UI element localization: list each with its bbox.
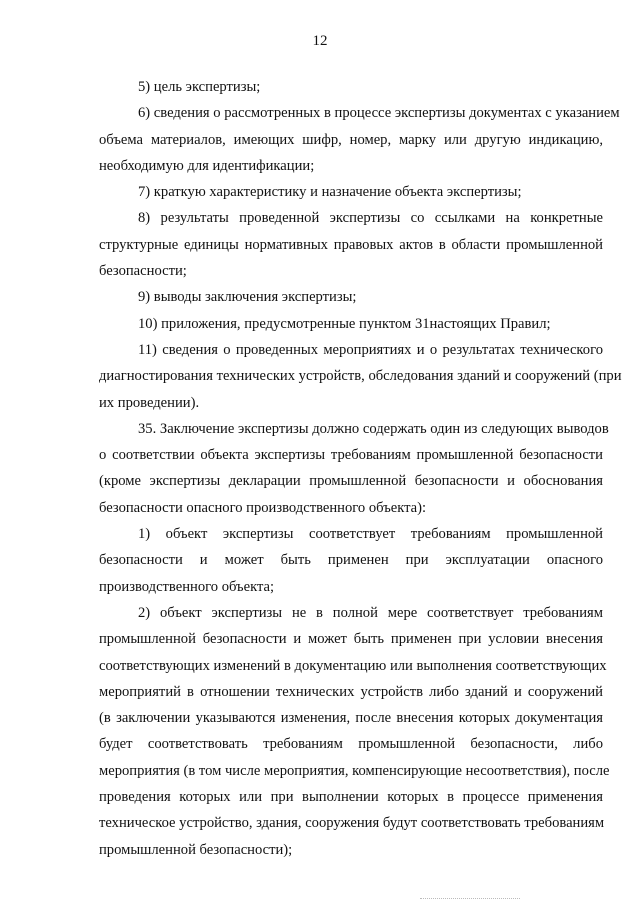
text-line: промышленной безопасности и может быть применен при условии внесения — [99, 631, 603, 648]
clause-35 — [60, 416, 609, 521]
list-item-7 — [60, 179, 603, 205]
text-line: техническое устройство, здания, сооружения будут соответствовать требованиям — [99, 815, 605, 832]
list-item-6 — [60, 100, 620, 179]
list-item-9 — [60, 284, 603, 310]
text-line: 7) краткую характеристику и назначение объекта экспертизы; — [138, 184, 522, 201]
text-line: их проведении). — [99, 394, 200, 411]
text-line: проведения которых или при выполнении которых в процессе применения — [99, 789, 603, 806]
text-line: безопасности опасного производственного объекта): — [99, 499, 427, 516]
text-line: (кроме экспертизы декларации промышленной безопасности и обоснования — [99, 473, 603, 490]
text-line: о соответствии объекта экспертизы требованиям промышленной безопасности — [99, 447, 603, 464]
text-line: 9) выводы заключения экспертизы; — [138, 289, 357, 306]
text-line: соответствующих изменений в документацию или выполнения соответствующих — [99, 657, 607, 674]
text-line: необходимую для идентификации; — [99, 157, 315, 174]
document-body — [60, 74, 622, 863]
text-line: 35. Заключение экспертизы должно содержать один из следующих выводов — [138, 420, 609, 437]
scan-artifact — [420, 898, 520, 901]
text-line: 1) объект экспертизы соответствует требованиям промышленной — [138, 526, 603, 543]
text-line: (в заключении указываются изменения, после внесения которых документация — [99, 710, 603, 727]
text-line: безопасности и может быть применен при эксплуатации опасного — [99, 552, 603, 569]
list-item-11 — [60, 337, 622, 416]
text-line: 11) сведения о проведенных мероприятиях и о результатах технического — [138, 341, 603, 358]
text-line: диагностирования технических устройств, обследования зданий и сооружений (при — [99, 368, 622, 385]
text-line: будет соответствовать требованиям промышленной безопасности, либо — [99, 736, 603, 753]
text-line: промышленной безопасности); — [99, 841, 293, 858]
list-item-10 — [60, 311, 603, 337]
text-line: объема материалов, имеющих шифр, номер, марку или другую индикацию, — [99, 131, 603, 148]
text-line: мероприятий в отношении технических устройств либо зданий и сооружений — [99, 683, 603, 700]
text-line: безопасности; — [99, 263, 187, 280]
text-line: структурные единицы нормативных правовых актов в области промышленной — [99, 236, 603, 253]
clause-35-item-1 — [60, 521, 603, 600]
page-number: 12 — [312, 33, 328, 49]
text-line: 5) цель экспертизы; — [138, 79, 261, 95]
clause-35-item-2 — [60, 600, 610, 863]
text-line: мероприятия (в том числе мероприятия, компенсирующие несоответствия), после — [99, 762, 610, 779]
list-item-5 — [60, 74, 603, 100]
list-item-8 — [60, 205, 603, 284]
text-line: 2) объект экспертизы не в полной мере соответствует требованиям — [138, 604, 603, 621]
text-line: 6) сведения о рассмотренных в процессе экспертизы документах с указанием — [138, 105, 620, 122]
text-line: производственного объекта; — [99, 578, 275, 595]
text-line: 8) результаты проведенной экспертизы со ссылками на конкретные — [138, 210, 603, 227]
text-line: 10) приложения, предусмотренные пунктом 31настоящих Правил; — [138, 315, 551, 332]
